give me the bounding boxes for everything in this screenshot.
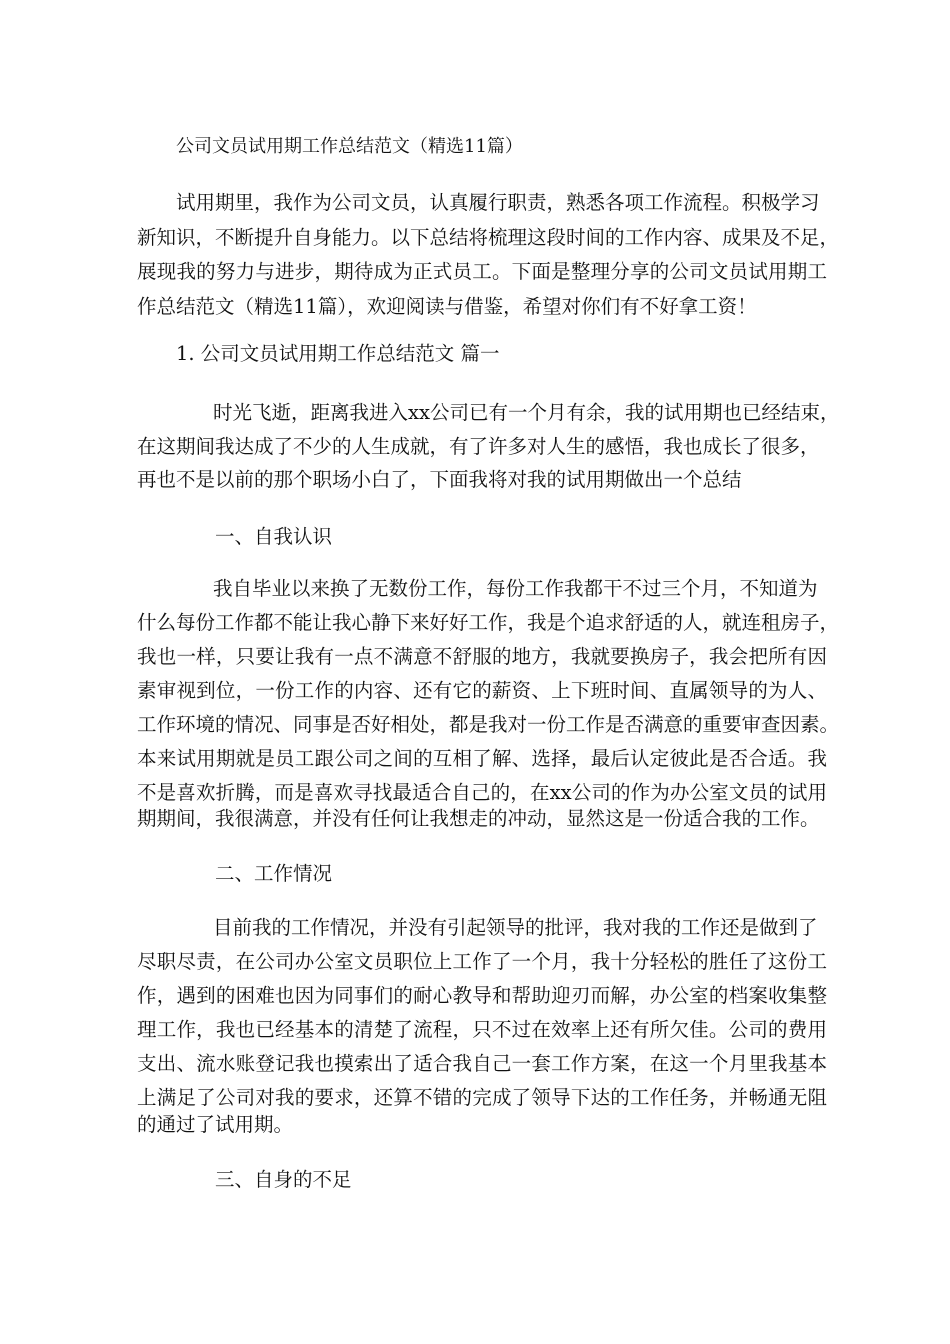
paragraph-line: 什么每份工作都不能让我心静下来好好工作，我是个追求舒适的人，就连租房子， [137, 611, 840, 634]
paragraph-line: 作，遇到的困难也因为同事们的耐心教导和帮助迎刃而解，办公室的档案收集整 [137, 984, 827, 1007]
article-title: 1. 公司文员试用期工作总结范文 篇一 [176, 342, 500, 365]
paragraph-line: 不是喜欢折腾，而是喜欢寻找最适合自己的，在xx公司的作为办公室文员的试用 [137, 781, 827, 804]
section-heading: 二、工作情况 [215, 862, 333, 885]
intro-line: 作总结范文（精选11篇），欢迎阅读与借鉴，希望对你们有不好拿工资！ [137, 295, 757, 318]
paragraph-line: 目前我的工作情况，并没有引起领导的批评，我对我的工作还是做到了 [213, 916, 818, 939]
intro-line: 试用期里，我作为公司文员，认真履行职责，熟悉各项工作流程。积极学习 [176, 191, 820, 214]
paragraph-line: 理工作，我也已经基本的清楚了流程，只不过在效率上还有所欠佳。公司的费用 [137, 1018, 827, 1041]
paragraph-line: 本来试用期就是员工跟公司之间的互相了解、选择，最后认定彼此是否合适。我 [137, 747, 827, 770]
paragraph-line: 尽职尽责，在公司办公室文员职位上工作了一个月，我十分轻松的胜任了这份工 [137, 950, 827, 973]
paragraph-line: 期期间，我很满意，并没有任何让我想走的冲动，显然这是一份适合我的工作。 [137, 807, 820, 830]
paragraph-line: 我自毕业以来换了无数份工作，每份工作我都干不过三个月，不知道为 [213, 577, 818, 600]
paragraph-line: 素审视到位，一份工作的内容、还有它的薪资、上下班时间、直属领导的为人、 [137, 679, 827, 702]
article-intro-line: 在这期间我达成了不少的人生成就，有了许多对人生的感悟，我也成长了很多， [137, 435, 820, 458]
section-heading: 一、自我认识 [215, 525, 333, 548]
article-intro-line: 再也不是以前的那个职场小白了，下面我将对我的试用期做出一个总结 [137, 468, 742, 491]
intro-line: 展现我的努力与进步，期待成为正式员工。下面是整理分享的公司文员试用期工 [137, 260, 827, 283]
paragraph-line: 我也一样，只要让我有一点不满意不舒服的地方，我就要换房子，我会把所有因 [137, 645, 827, 668]
paragraph-line: 支出、流水账登记我也摸索出了适合我自己一套工作方案，在这一个月里我基本 [137, 1052, 827, 1075]
section-heading: 三、自身的不足 [215, 1168, 352, 1191]
paragraph-line: 工作环境的情况、同事是否好相处，都是我对一份工作是否满意的重要审查因素。 [137, 713, 840, 736]
article-intro-line: 时光飞逝，距离我进入xx公司已有一个月有余，我的试用期也已经结束， [213, 401, 840, 424]
paragraph-line: 的通过了试用期。 [137, 1113, 294, 1136]
document-title: 公司文员试用期工作总结范文（精选11篇） [176, 136, 523, 157]
paragraph-line: 上满足了公司对我的要求，还算不错的完成了领导下达的工作任务，并畅通无阻 [137, 1086, 827, 1109]
intro-line: 新知识，不断提升自身能力。以下总结将梳理这段时间的工作内容、成果及不足， [137, 226, 840, 249]
